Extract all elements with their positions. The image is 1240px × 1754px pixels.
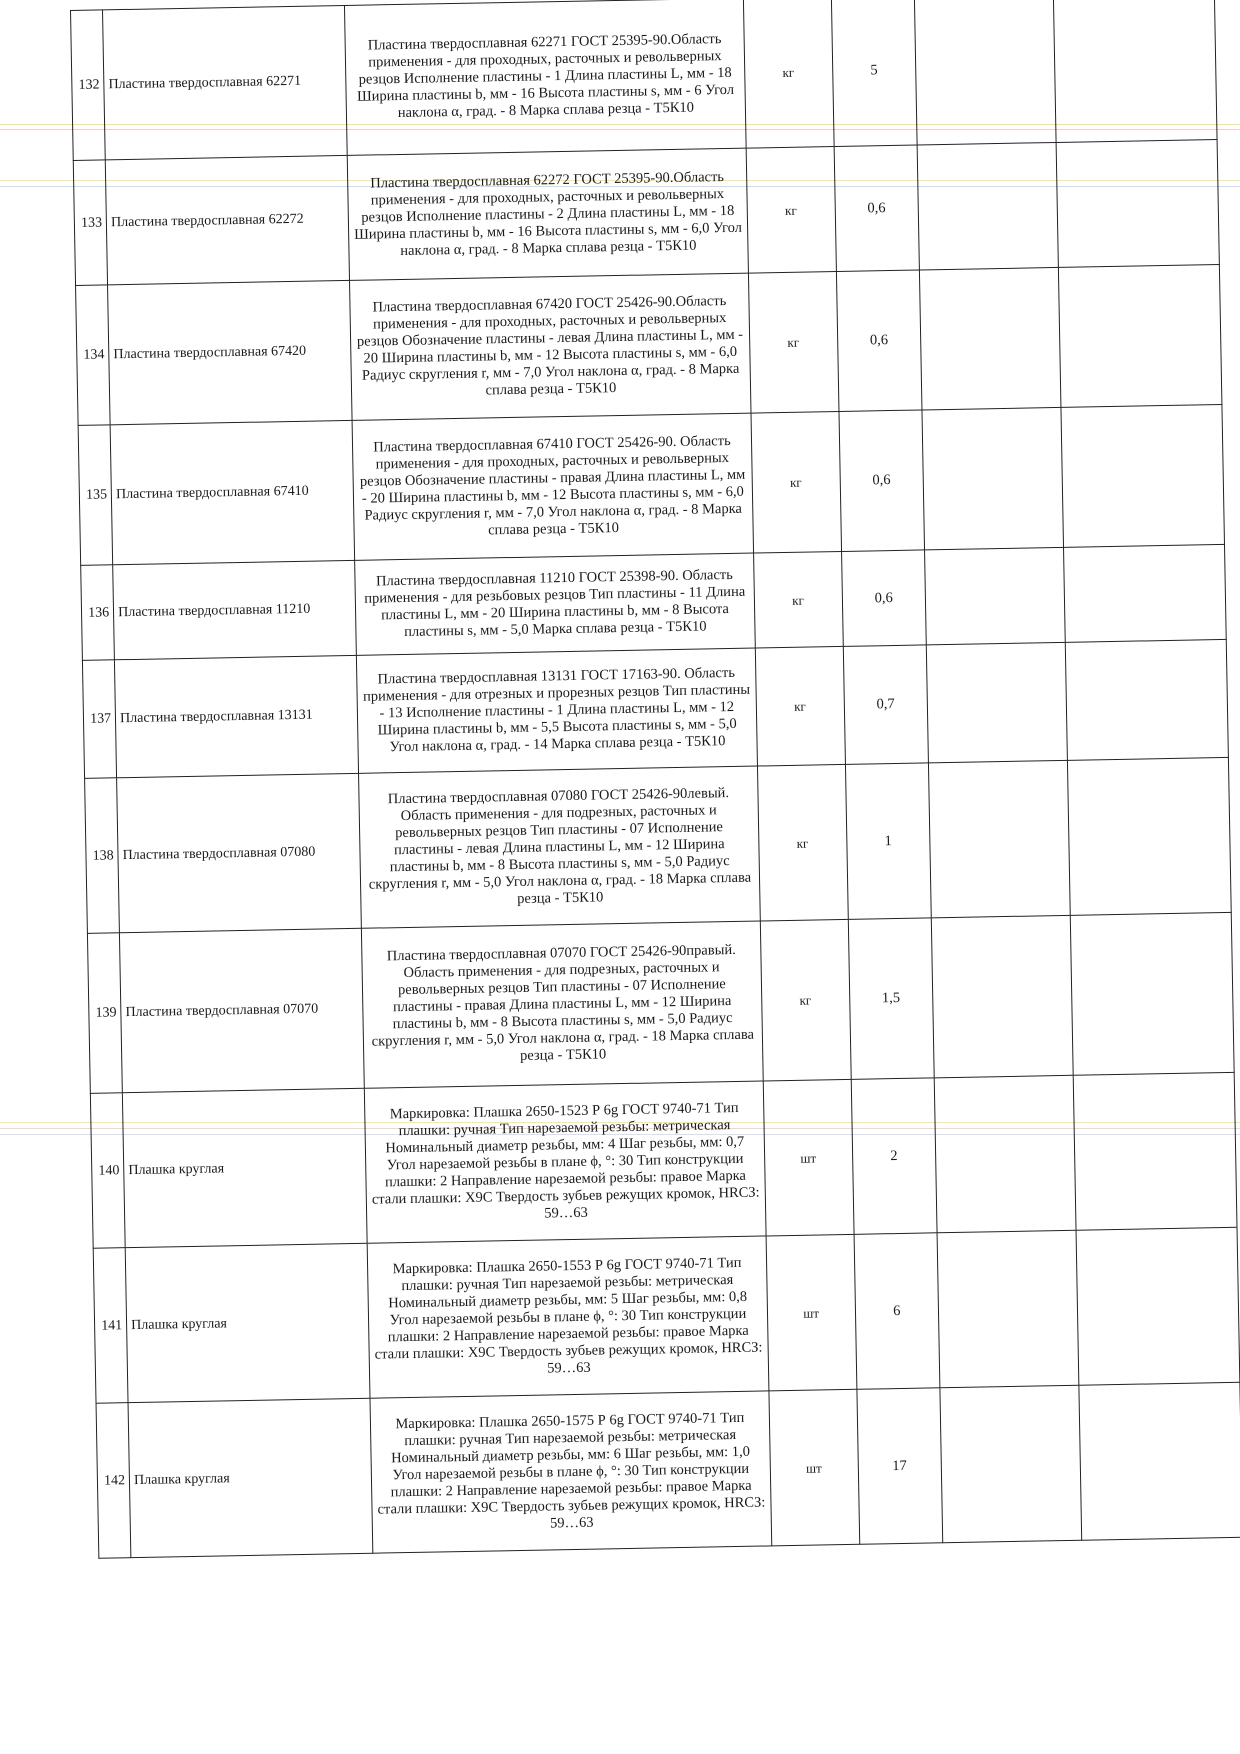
item-name: Пластина твердосплавная 07070: [120, 928, 365, 1092]
empty-cell: [914, 0, 1056, 145]
row-number: 136: [81, 565, 115, 661]
item-quantity: 0,6: [834, 145, 920, 272]
empty-cell: [1068, 757, 1232, 915]
item-description: Маркировка: Плашка 2650-1575 Р 6g ГОСТ 9740-71 Тип плашки: ручная Тип нарезаемой резьбы: метрическая Номинальный диаметр резьбы, мм: 6 Шаг резьбы, мм: 1,0 Угол нарезаемой резьбы в плане ϕ, °: 30 Тип конструкции плашки: 2 Направление нарезаемой резьбы: правое Марка стали плашки: Х9С Твердость зубьев режущих кромок, HRCЗ: 59…63: [370, 1391, 771, 1553]
empty-cell: [937, 1230, 1079, 1388]
table-row: [96, 1382, 1240, 1558]
item-description: Пластина твердосплавная 11210 ГОСТ 25398-90. Область применения - для резьбовых резцов Тип пластины - 11 Длина пластины L, мм - 20 Ширина пластины b, мм - 8 Высота пластины s, мм - 5,0 Марка сплава резца - Т5К10: [355, 553, 755, 655]
item-name: Пластина твердосплавная 11210: [113, 560, 357, 659]
empty-cell: [934, 1075, 1076, 1233]
row-number: 137: [82, 660, 116, 779]
item-name: Пластина твердосплавная 13131: [115, 655, 359, 777]
item-unit: кг: [746, 147, 836, 274]
row-number: 135: [78, 425, 113, 566]
empty-cell: [1079, 1382, 1240, 1540]
empty-cell: [1064, 544, 1226, 642]
item-unit: шт: [766, 1234, 857, 1391]
table-row: [90, 1072, 1237, 1248]
empty-cell: [917, 142, 1059, 270]
item-name: Пластина твердосплавная 62271: [103, 5, 348, 159]
empty-cell: [922, 407, 1064, 550]
item-quantity: 0,6: [841, 550, 926, 647]
item-quantity: 6: [854, 1233, 940, 1390]
item-description: Пластина твердосплавная 07070 ГОСТ 25426-90правый. Область применения - для подрезных, расточных и револьверных резцов Тип пластины - 07 Исполнение пластины - правая Длина пластины L, мм - 12 Ширина пластины b, мм - 8 Высота пластины s, мм - 5,0 Радиус скругления r, мм - 5,0 Угол наклона α, град. - 18 Марка сплава резца - Т5К10: [362, 921, 763, 1088]
item-description: Пластина твердосплавная 62272 ГОСТ 25395-90.Область применения - для проходных, расточных и револьверных резцов Исполнение пластины - 2 Длина пластины L, мм - 18 Ширина пластины b, мм - 16 Высота пластины s, мм - 6,0 Угол наклона α, град. - 8 Марка сплава резца - Т5К10: [347, 148, 748, 280]
item-description: Маркировка: Плашка 2650-1523 Р 6g ГОСТ 9740-71 Тип плашки: ручная Тип нарезаемой резьбы: метрическая Номинальный диаметр резьбы, мм: 4 Шаг резьбы, мм: 0,7 Угол нарезаемой резьбы в плане ϕ, °: 30 Тип конструкции плашки: 2 Направление нарезаемой резьбы: правое Марка стали плашки: Х9С Твердость зубьев режущих кромок, HRCЗ: 59…63: [365, 1081, 766, 1243]
item-unit: кг: [743, 0, 834, 148]
item-quantity: 0,6: [836, 270, 922, 412]
empty-cell: [1076, 1227, 1240, 1385]
empty-cell: [1054, 0, 1217, 142]
table-row: [87, 912, 1234, 1093]
table-row: [93, 1227, 1240, 1403]
table-row: [73, 140, 1219, 286]
row-number: 141: [93, 1248, 128, 1404]
table-row: [76, 264, 1222, 425]
item-quantity: 1,5: [848, 918, 934, 1080]
item-description: Пластина твердосплавная 07080 ГОСТ 25426-90левый. Область применения - для подрезных, расточных и револьверных резцов Тип пластины - 07 Исполнение пластины - левая Длина пластины L, мм - 12 Ширина пластины b, мм - 8 Высота пластины s, мм - 5,0 Радиус скругления r, мм - 5,0 Угол наклона α, град. - 18 Марка сплава резца - Т5К10: [359, 766, 760, 928]
table-row: [78, 404, 1224, 565]
empty-cell: [928, 760, 1070, 918]
row-number: 142: [96, 1403, 131, 1559]
empty-cell: [1071, 912, 1235, 1075]
empty-cell: [931, 915, 1073, 1078]
table-row: [85, 757, 1232, 933]
item-name: Пластина твердосплавная 07080: [117, 773, 362, 932]
specification-table: [70, 0, 1240, 1559]
empty-cell: [925, 547, 1066, 645]
empty-cell: [1073, 1072, 1237, 1230]
item-unit: кг: [753, 551, 843, 648]
row-number: 134: [76, 285, 111, 426]
empty-cell: [1056, 140, 1219, 268]
item-quantity: 0,6: [838, 410, 924, 552]
empty-cell: [1066, 639, 1229, 760]
item-name: Плашка круглая: [122, 1088, 367, 1247]
item-unit: кг: [755, 646, 845, 766]
item-name: Плашка круглая: [128, 1398, 373, 1557]
document-page: [70, 0, 1240, 1559]
row-number: 139: [87, 933, 122, 1094]
table-row: [82, 639, 1228, 778]
empty-cell: [1061, 404, 1224, 547]
table-row: [71, 0, 1218, 160]
item-description: Пластина твердосплавная 62271 ГОСТ 25395-90.Область применения - для проходных, расточных и револьверных резцов Исполнение пластины - 1 Длина пластины L, мм - 18 Ширина пластины b, мм - 16 Высота пластины s, мм - 6 Угол наклона α, град. - 8 Марка сплава резца - Т5К10: [345, 0, 746, 155]
item-unit: кг: [760, 919, 851, 1081]
item-name: Пластина твердосплавная 62272: [105, 155, 349, 284]
row-number: 140: [90, 1093, 125, 1249]
item-name: Пластина твердосплавная 67410: [110, 420, 355, 564]
item-quantity: 5: [831, 0, 917, 147]
item-description: Пластина твердосплавная 67410 ГОСТ 25426-90. Область применения - для проходных, расточных и револьверных резцов Обозначение пластины - правая Длина пластины L, мм - 20 Ширина пластины b, мм - 12 Высота пластины s, мм - 6,0 Радиус скругления r, мм - 7,0 Угол наклона α, град. - 8 Марка сплава резца - Т5К10: [352, 413, 753, 560]
item-quantity: 2: [851, 1078, 937, 1235]
empty-cell: [940, 1385, 1082, 1543]
item-quantity: 1: [845, 763, 931, 920]
empty-cell: [919, 267, 1061, 410]
item-quantity: 0,7: [843, 645, 929, 765]
item-unit: шт: [763, 1079, 854, 1236]
item-description: Маркировка: Плашка 2650-1553 Р 6g ГОСТ 9740-71 Тип плашки: ручная Тип нарезаемой резьбы: метрическая Номинальный диаметр резьбы, мм: 5 Шаг резьбы, мм: 0,8 Угол нарезаемой резьбы в плане ϕ, °: 30 Тип конструкции плашки: 2 Направление нарезаемой резьбы: правое Марка стали плашки: Х9С Твердость зубьев режущих кромок, HRCЗ: 59…63: [367, 1236, 768, 1398]
item-unit: кг: [757, 764, 848, 921]
row-number: 138: [85, 778, 120, 934]
item-description: Пластина твердосплавная 67420 ГОСТ 25426-90.Область применения - для проходных, расточных и револьверных резцов Обозначение пластины - левая Длина пластины L, мм - 20 Ширина пластины b, мм - 12 Высота пластины s, мм - 6,0 Радиус скругления r, мм - 7,0 Угол наклона α, град. - 8 Марка сплава резца - Т5К10: [350, 273, 751, 420]
empty-cell: [1059, 264, 1222, 407]
item-unit: кг: [751, 411, 841, 553]
row-number: 132: [71, 10, 106, 161]
item-unit: шт: [769, 1389, 860, 1546]
item-name: Плашка круглая: [125, 1243, 370, 1402]
row-number: 133: [73, 160, 107, 286]
item-description: Пластина твердосплавная 13131 ГОСТ 17163-90. Область применения - для отрезных и прорезных резцов Тип пластины - 13 Исполнение пластины - 1 Длина пластины L, мм - 12 Ширина пластины b, мм - 5,5 Высота пластины s, мм - 5,0 Угол наклона α, град. - 14 Марка сплава резца - Т5К10: [357, 648, 758, 773]
empty-cell: [926, 642, 1067, 763]
item-unit: кг: [748, 272, 838, 414]
item-name: Пластина твердосплавная 67420: [108, 280, 353, 424]
item-quantity: 17: [856, 1388, 942, 1545]
